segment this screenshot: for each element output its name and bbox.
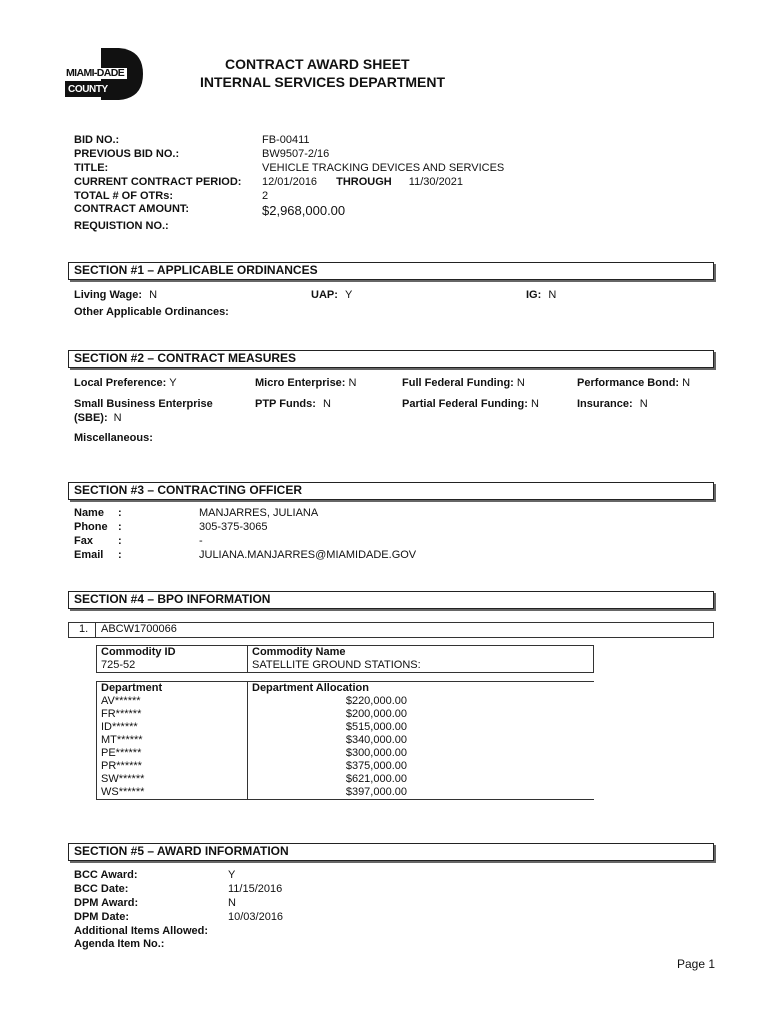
contract-amount-label: CONTRACT AMOUNT: bbox=[74, 203, 190, 216]
partial-federal-funding-field bbox=[402, 398, 539, 410]
ig-field bbox=[526, 289, 556, 301]
full-federal-funding-field bbox=[402, 377, 525, 389]
section-4-heading: SECTION #4 – BPO INFORMATION bbox=[74, 592, 271, 606]
officer-name-value: MANJARRES, JULIANA bbox=[199, 507, 319, 519]
performance-bond-label: Performance Bond: bbox=[577, 377, 680, 389]
bpo-row-number: 1. bbox=[79, 623, 89, 635]
department-header: Department bbox=[101, 682, 163, 694]
through-label: THROUGH bbox=[336, 175, 392, 188]
colon: : bbox=[118, 548, 122, 561]
dpm-award-label: DPM Award: bbox=[74, 896, 139, 909]
bcc-award-label: BCC Award: bbox=[74, 869, 138, 881]
colon: : bbox=[118, 534, 122, 547]
uap-label: UAP: bbox=[311, 289, 338, 301]
bpo-row bbox=[68, 622, 714, 638]
department-allocation-table bbox=[96, 681, 594, 800]
officer-name-label: Name bbox=[74, 507, 104, 519]
officer-colons bbox=[118, 507, 122, 563]
officer-email-label: Email bbox=[74, 548, 104, 561]
officer-email-value: JULIANA.MANJARRES@MIAMIDADE.GOV bbox=[199, 548, 417, 561]
section-2-heading: SECTION #2 – CONTRACT MEASURES bbox=[74, 351, 297, 365]
ptp-funds-label: PTP Funds: bbox=[255, 398, 316, 410]
uap-value: Y bbox=[344, 289, 353, 301]
section-1-header bbox=[68, 262, 714, 280]
section-3-heading: SECTION #3 – CONTRACTING OFFICER bbox=[74, 483, 303, 497]
officer-phone-value: 305-375-3065 bbox=[199, 520, 268, 533]
allocation-row: $621,000.00 bbox=[345, 773, 407, 785]
period-start: 12/01/2016 bbox=[262, 175, 318, 188]
partial-federal-funding-value: N bbox=[530, 398, 539, 410]
department-row: PE****** bbox=[101, 747, 142, 759]
commodity-name-cell bbox=[248, 646, 594, 673]
commodity-name-value: SATELLITE GROUND STATIONS: bbox=[252, 659, 421, 671]
insurance-value: N bbox=[639, 398, 648, 410]
ig-value: N bbox=[548, 289, 557, 301]
local-preference-field bbox=[74, 377, 177, 389]
allocation-row: $515,000.00 bbox=[345, 721, 407, 733]
colon: : bbox=[118, 520, 122, 533]
performance-bond-value: N bbox=[682, 377, 691, 389]
otrs-label: TOTAL # OF OTRs: bbox=[74, 189, 174, 202]
section-5-header bbox=[68, 843, 714, 861]
section-3-header bbox=[68, 482, 714, 500]
bcc-award-value: Y bbox=[228, 869, 236, 881]
department-cell bbox=[97, 682, 248, 800]
section-5-heading: SECTION #5 – AWARD INFORMATION bbox=[74, 844, 289, 858]
ig-label: IG: bbox=[526, 289, 542, 301]
insurance-field bbox=[577, 398, 648, 410]
additional-items-label: Additional Items Allowed: bbox=[74, 924, 209, 937]
department-row: PR****** bbox=[101, 760, 142, 772]
officer-fax-value: - bbox=[199, 534, 203, 547]
uap-field bbox=[311, 289, 352, 301]
ptp-funds-field bbox=[255, 398, 331, 410]
miscellaneous-label: Miscellaneous: bbox=[74, 432, 153, 444]
page-number: Page 1 bbox=[677, 957, 716, 971]
performance-bond-field bbox=[577, 377, 690, 389]
allocation-row: $300,000.00 bbox=[345, 747, 407, 759]
micro-enterprise-field bbox=[255, 377, 356, 389]
sbe-label: Small Business Enterprise bbox=[74, 398, 213, 410]
department-row: ID****** bbox=[101, 721, 138, 733]
department-row: MT****** bbox=[101, 734, 143, 746]
bpo-number: ABCW1700066 bbox=[101, 623, 177, 635]
officer-values bbox=[199, 507, 416, 563]
other-ordinances-label: Other Applicable Ordinances: bbox=[74, 306, 229, 318]
contract-period-value bbox=[262, 176, 504, 190]
commodity-id-cell bbox=[97, 646, 248, 673]
logo-text-line1: MIAMI-DADE bbox=[66, 67, 125, 79]
allocation-cell bbox=[248, 682, 595, 800]
allocation-row: $200,000.00 bbox=[345, 708, 407, 720]
department-row: AV****** bbox=[101, 695, 141, 707]
allocation-row: $375,000.00 bbox=[345, 760, 407, 772]
colon: : bbox=[118, 507, 122, 519]
previous-bid-value: BW9507-2/16 bbox=[262, 147, 330, 160]
insurance-label: Insurance: bbox=[577, 398, 633, 410]
allocation-header: Department Allocation bbox=[252, 682, 369, 694]
commodity-id-value: 725-52 bbox=[101, 659, 136, 671]
partial-federal-funding-label: Partial Federal Funding: bbox=[402, 398, 528, 410]
local-preference-label: Local Preference: bbox=[74, 377, 167, 389]
bid-no-value: FB-00411 bbox=[262, 134, 310, 146]
commodity-name-header: Commodity Name bbox=[252, 646, 346, 658]
period-end: 11/30/2021 bbox=[408, 175, 464, 188]
allocation-row: $340,000.00 bbox=[345, 734, 407, 746]
officer-phone-label: Phone bbox=[74, 520, 108, 533]
requisition-label: REQUISTION NO.: bbox=[74, 220, 169, 232]
officer-labels bbox=[74, 507, 108, 563]
logo-text-line2: COUNTY bbox=[68, 84, 108, 95]
contract-period-label: CURRENT CONTRACT PERIOD: bbox=[74, 175, 242, 188]
micro-enterprise-value: N bbox=[348, 377, 357, 389]
section-4-header bbox=[68, 591, 714, 609]
allocation-row: $220,000.00 bbox=[345, 695, 407, 707]
allocation-row: $397,000.00 bbox=[345, 786, 407, 798]
bcc-date-label: BCC Date: bbox=[74, 882, 129, 895]
dpm-date-label: DPM Date: bbox=[74, 910, 130, 923]
sbe-field bbox=[74, 412, 122, 424]
miami-dade-county-logo bbox=[63, 48, 145, 100]
section-2-header bbox=[68, 350, 714, 368]
agenda-item-label: Agenda Item No.: bbox=[74, 938, 165, 951]
local-preference-value: Y bbox=[169, 377, 177, 389]
department-row: WS****** bbox=[101, 786, 145, 798]
dpm-award-value: N bbox=[228, 896, 236, 909]
department-title: INTERNAL SERVICES DEPARTMENT bbox=[200, 74, 446, 90]
officer-fax-label: Fax bbox=[74, 534, 93, 547]
award-labels bbox=[74, 869, 208, 952]
department-row: FR****** bbox=[101, 708, 142, 720]
bid-values bbox=[262, 134, 504, 203]
ptp-funds-value: N bbox=[322, 398, 331, 410]
previous-bid-label: PREVIOUS BID NO.: bbox=[74, 147, 180, 160]
sbe-value: N bbox=[113, 412, 122, 424]
otrs-value: 2 bbox=[262, 189, 269, 202]
allocation-list bbox=[252, 695, 407, 799]
full-federal-funding-label: Full Federal Funding: bbox=[402, 377, 514, 389]
commodity-id-header: Commodity ID bbox=[101, 646, 176, 658]
living-wage-label: Living Wage: bbox=[74, 289, 143, 301]
award-values bbox=[228, 869, 283, 925]
living-wage-value: N bbox=[149, 289, 158, 301]
department-list bbox=[101, 695, 243, 799]
dpm-date-value: 10/03/2016 bbox=[228, 910, 284, 923]
contract-amount-value: $2,968,000.00 bbox=[262, 203, 346, 218]
title-label: TITLE: bbox=[74, 161, 109, 174]
document-title: CONTRACT AWARD SHEET bbox=[225, 56, 410, 72]
commodity-table bbox=[96, 645, 594, 673]
department-row: SW****** bbox=[101, 773, 145, 785]
full-federal-funding-value: N bbox=[516, 377, 525, 389]
title-value: VEHICLE TRACKING DEVICES AND SERVICES bbox=[262, 161, 505, 174]
bid-labels bbox=[74, 134, 241, 217]
bid-no-label: BID NO.: bbox=[74, 134, 120, 146]
living-wage-field bbox=[74, 289, 157, 301]
sbe-label-2: (SBE): bbox=[74, 412, 108, 424]
bcc-date-value: 11/15/2016 bbox=[228, 882, 283, 895]
section-1-heading: SECTION #1 – APPLICABLE ORDINANCES bbox=[74, 263, 318, 277]
micro-enterprise-label: Micro Enterprise: bbox=[255, 377, 346, 389]
